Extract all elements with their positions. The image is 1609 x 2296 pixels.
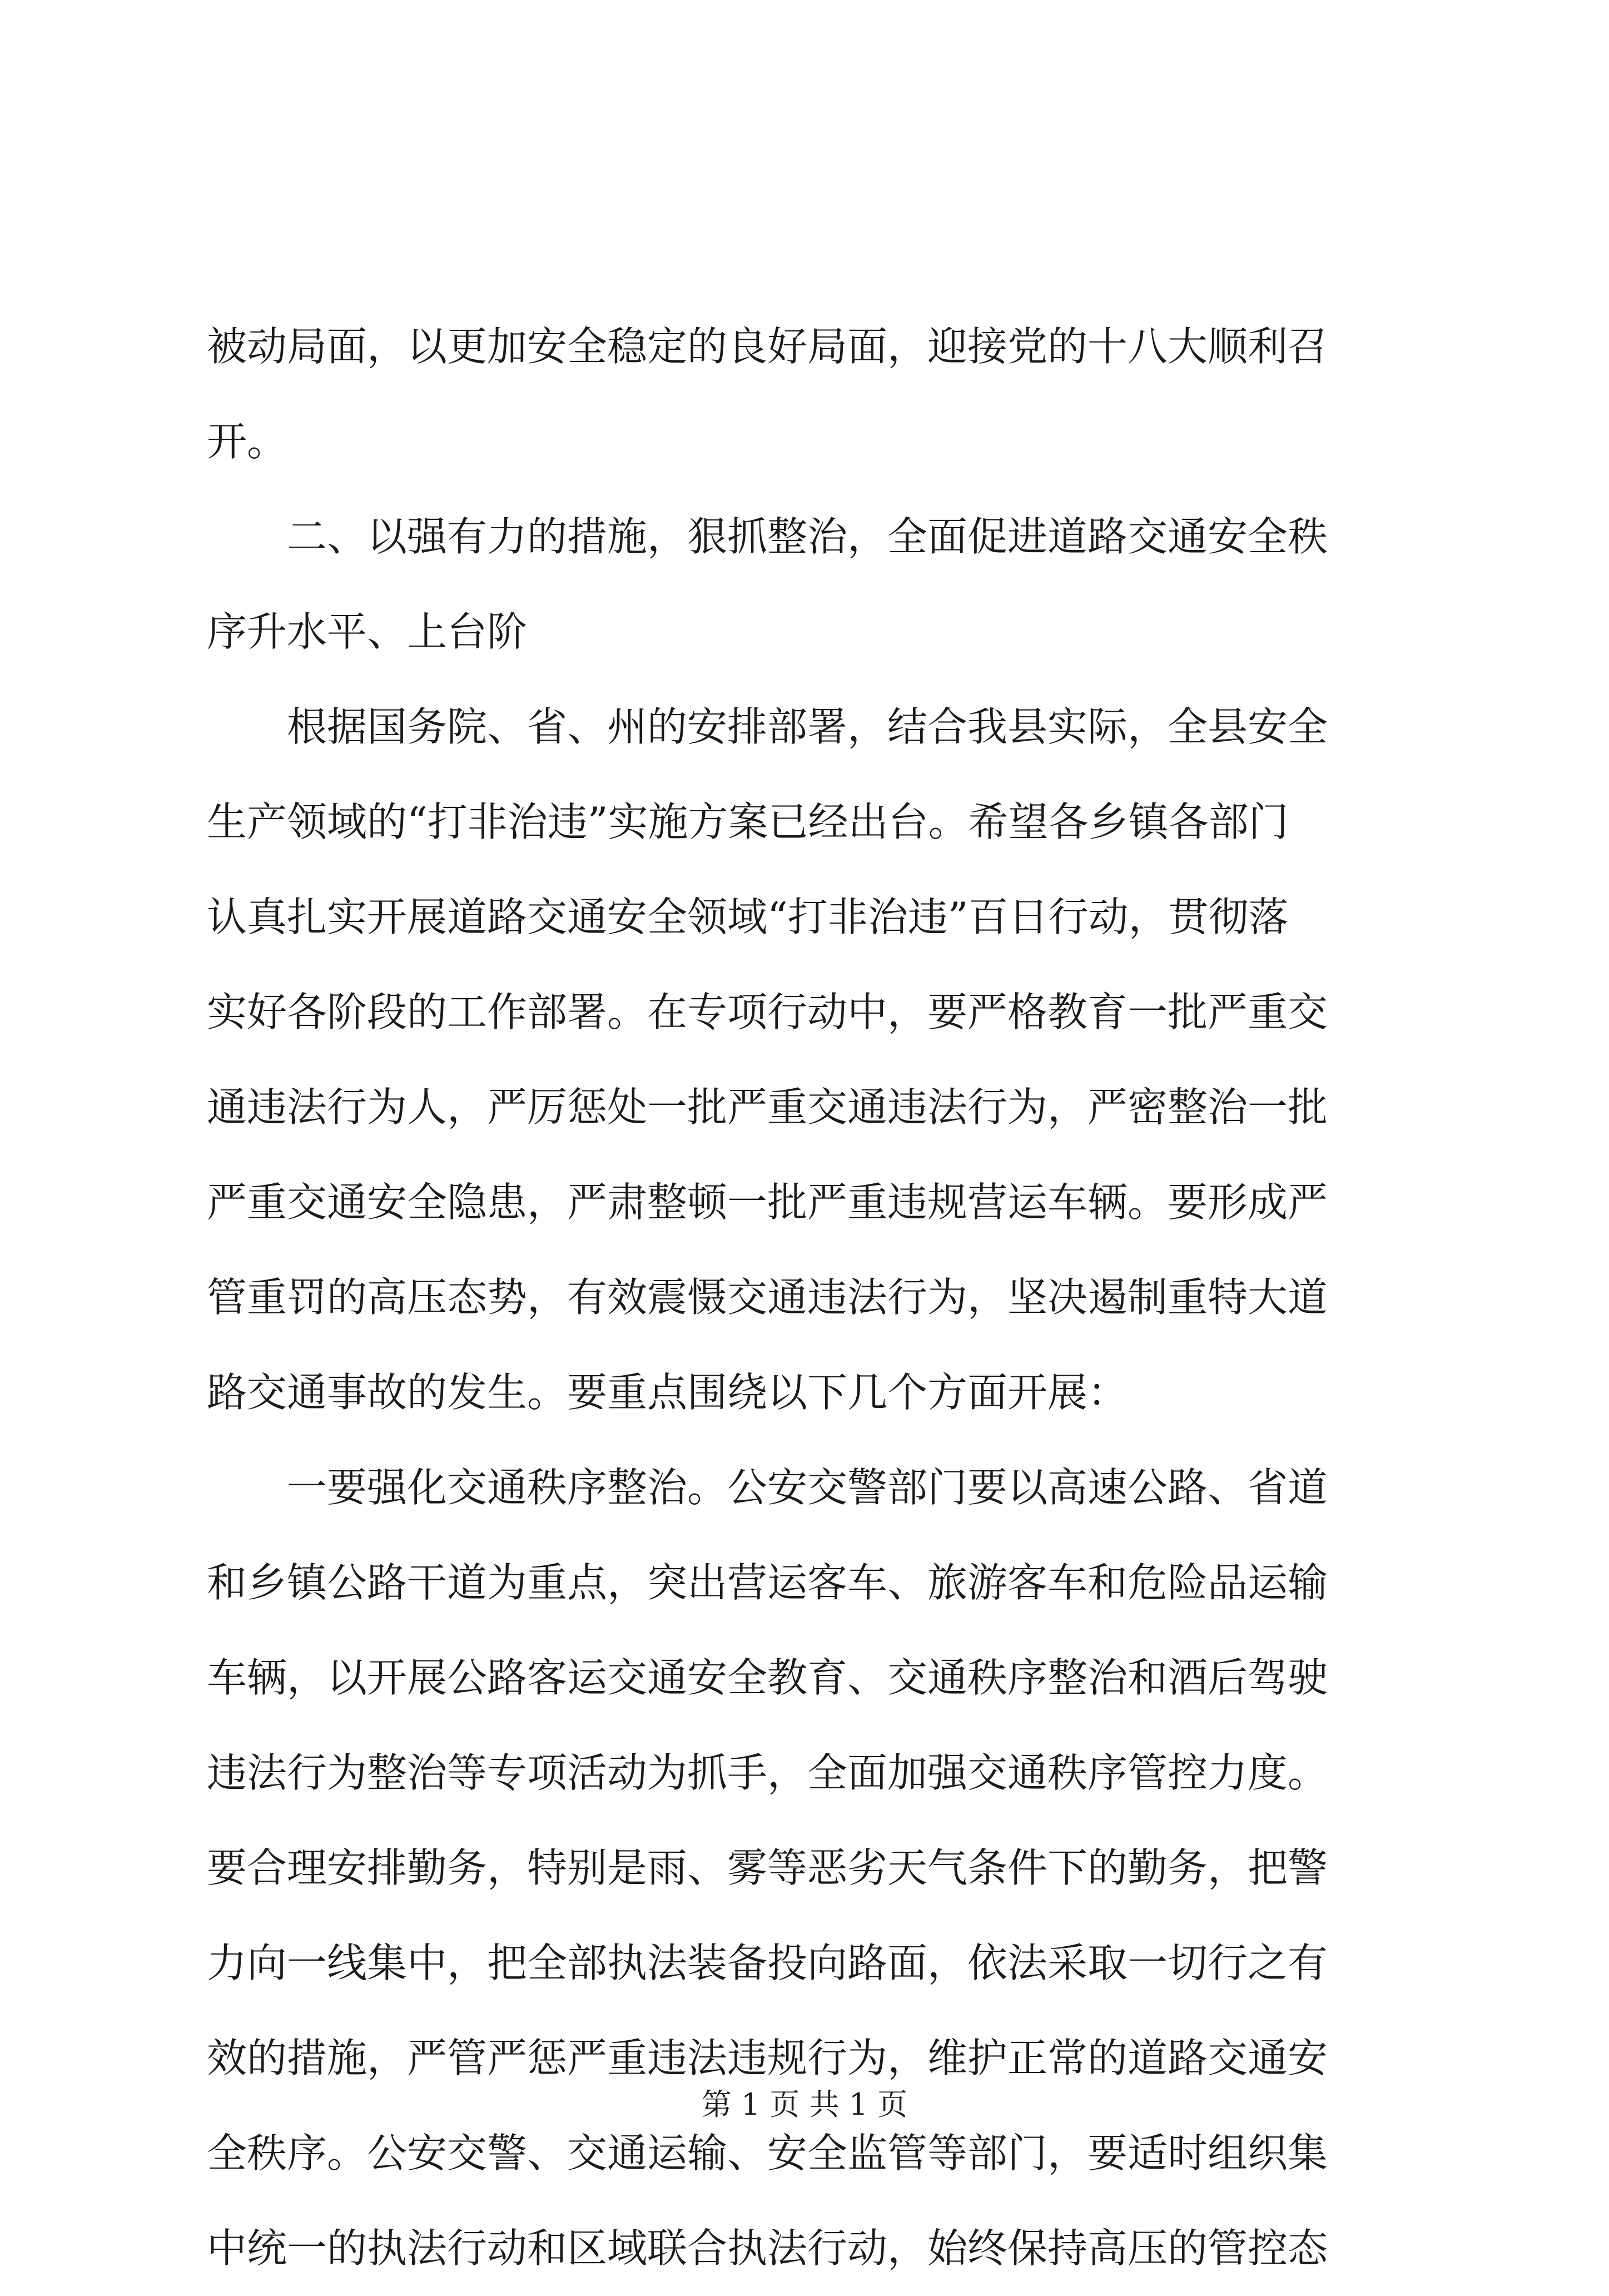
text-line: 通违法行为人，严厉惩处一批严重交通违法行为，严密整治一批: [207, 1084, 1328, 1130]
text-line: 路交通事故的发生。要重点围绕以下几个方面开展：: [207, 1369, 1128, 1416]
text-line: 实好各阶段的工作部署。在专项行动中，要严格教育一批严重交: [207, 989, 1328, 1035]
text-line: 车辆，以开展公路客运交通安全教育、交通秩序整治和酒后驾驶: [207, 1654, 1328, 1701]
text-line: 开。: [207, 418, 287, 465]
body-text: [207, 299, 1402, 2296]
text-line: 管重罚的高压态势，有效震慑交通违法行为，坚决遏制重特大道: [207, 1274, 1328, 1321]
text-line: 认真扎实开展道路交通安全领域“打非治违”百日行动，贯彻落: [207, 894, 1289, 940]
text-line: 和乡镇公路干道为重点，突出营运客车、旅游客车和危险品运输: [207, 1559, 1328, 1606]
text-line: 生产领域的“打非治违”实施方案已经出台。希望各乡镇各部门: [207, 799, 1289, 845]
text-line: 一要强化交通秩序整治。公安交警部门要以高速公路、省道: [207, 1464, 1328, 1511]
text-line: 违法行为整治等专项活动为抓手，全面加强交通秩序管控力度。: [207, 1749, 1328, 1796]
text-line: 全秩序。公安交警、交通运输、安全监管等部门，要适时组织集: [207, 2130, 1328, 2176]
text-line: 根据国务院、省、州的安排部署，结合我县实际，全县安全: [207, 703, 1328, 750]
section-heading-line: 二、以强有力的措施，狠抓整治，全面促进道路交通安全秩: [207, 513, 1328, 560]
text-line: 被动局面，以更加安全稳定的良好局面，迎接党的十八大顺利召: [207, 323, 1328, 370]
page-number: 第 1 页 共 1 页: [701, 2087, 908, 2122]
text-line: 要合理安排勤务，特别是雨、雾等恶劣天气条件下的勤务，把警: [207, 1844, 1328, 1891]
text-line: 严重交通安全隐患，严肃整顿一批严重违规营运车辆。要形成严: [207, 1179, 1328, 1226]
page-footer: [0, 2082, 1609, 2127]
text-line: 力向一线集中，把全部执法装备投向路面，依法采取一切行之有: [207, 1940, 1328, 1986]
text-line: 中统一的执法行动和区域联合执法行动，始终保持高压的管控态: [207, 2225, 1328, 2272]
section-heading-line: 序升水平、上台阶: [207, 608, 528, 655]
text-line: 效的措施，严管严惩严重违法违规行为，维护正常的道路交通安: [207, 2035, 1328, 2081]
